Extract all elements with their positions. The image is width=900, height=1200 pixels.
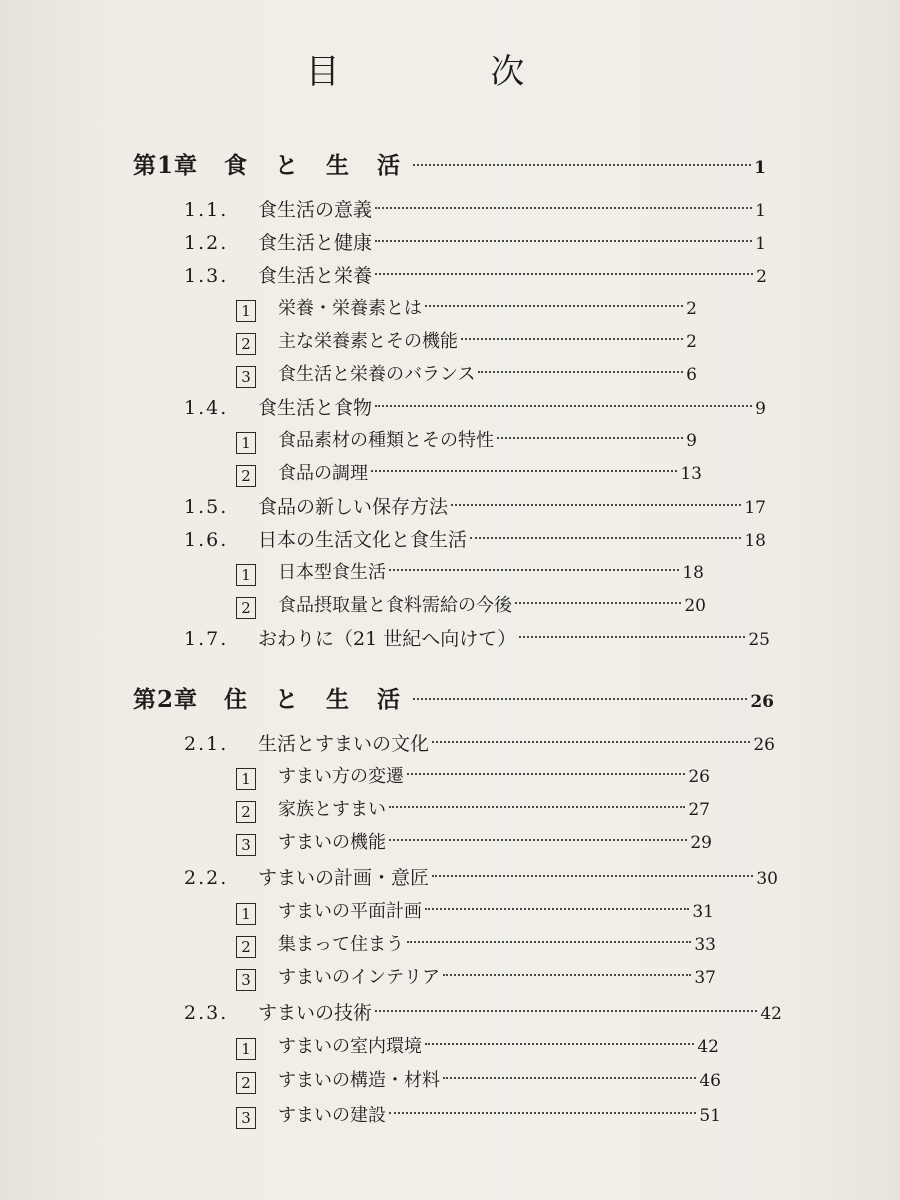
subsection-title: すまいの機能	[278, 832, 386, 853]
toc-subsection	[236, 359, 697, 391]
page-number: 37	[694, 968, 716, 988]
toc-subsection	[236, 794, 710, 826]
subsection-title: 食品摂取量と食料需給の今後	[278, 595, 512, 616]
boxed-number: 2	[236, 465, 256, 487]
toc-subsection	[236, 425, 697, 457]
toc-subsection	[236, 293, 697, 325]
section-title: 食生活の意義	[258, 199, 373, 221]
subsection-title: すまいの構造・材料	[278, 1070, 440, 1091]
subsection-title: すまいのインテリア	[278, 967, 440, 988]
dot-leader	[478, 371, 683, 373]
subsection-title: すまいの建設	[278, 1105, 386, 1126]
dot-leader	[451, 504, 741, 506]
section-number: 1.6.	[184, 529, 229, 551]
dot-leader	[375, 1010, 757, 1012]
page-number: 26	[753, 735, 775, 755]
toc-subsection	[236, 761, 710, 793]
page-number: 26	[688, 767, 710, 787]
dot-leader	[407, 773, 685, 775]
subsection-title: 日本型食生活	[278, 562, 386, 583]
page-number: 9	[686, 431, 697, 451]
toc-subsection	[236, 896, 714, 928]
section-title: 食品の新しい保存方法	[258, 496, 449, 518]
dot-leader	[407, 941, 691, 943]
dot-leader	[375, 273, 753, 275]
page-number: 1	[755, 234, 766, 254]
boxed-number: 2	[236, 333, 256, 355]
toc-section-1-2	[184, 227, 766, 259]
page-number: 20	[684, 596, 706, 616]
dot-leader	[425, 305, 683, 307]
page-number: 31	[692, 902, 714, 922]
chapter-number: 第2章	[133, 686, 199, 713]
page-number: 1	[755, 201, 766, 221]
section-title: すまいの計画・意匠	[258, 867, 430, 889]
toc-subsection	[236, 590, 706, 622]
page-number: 26	[750, 692, 774, 712]
section-number: 1.3.	[184, 265, 229, 287]
subsection-title: 集まって住まう	[278, 934, 404, 955]
toc-section-1-7	[184, 623, 770, 655]
page-number: 27	[688, 800, 710, 820]
chapter-title: 食 と 生 活	[224, 152, 411, 179]
dot-leader	[375, 240, 752, 242]
page-number: 2	[686, 299, 697, 319]
toc-section-2-1	[184, 728, 775, 760]
boxed-number: 1	[236, 300, 256, 322]
dot-leader	[389, 1112, 696, 1114]
section-title: 食生活と食物	[258, 397, 373, 419]
page-number: 42	[697, 1037, 719, 1057]
page-number: 17	[744, 498, 766, 518]
boxed-number: 2	[236, 1072, 256, 1094]
page-number: 46	[699, 1071, 721, 1091]
dot-leader	[432, 741, 750, 743]
subsection-title: すまいの室内環境	[278, 1036, 422, 1057]
page-number: 2	[756, 267, 767, 287]
subsection-title: 食品素材の種類とその特性	[278, 430, 494, 451]
section-number: 1.1.	[184, 199, 229, 221]
page-number: 13	[680, 464, 702, 484]
page-number: 2	[686, 332, 697, 352]
toc-subsection	[236, 827, 712, 859]
toc-section-1-3	[184, 260, 767, 292]
page-number: 29	[690, 833, 712, 853]
dot-leader	[413, 698, 747, 700]
chapter-number: 第1章	[133, 152, 199, 179]
dot-leader	[389, 806, 685, 808]
section-title: 生活とすまいの文化	[258, 733, 430, 755]
page-number: 18	[744, 531, 766, 551]
section-number: 2.3.	[184, 1002, 229, 1024]
section-number: 1.5.	[184, 496, 229, 518]
dot-leader	[461, 338, 683, 340]
dot-leader	[375, 405, 752, 407]
page-number: 42	[760, 1004, 782, 1024]
section-number: 1.4.	[184, 397, 229, 419]
page-number: 18	[682, 563, 704, 583]
dot-leader	[389, 569, 679, 571]
toc-section-1-4	[184, 392, 766, 424]
subsection-title: 食生活と栄養のバランス	[278, 364, 476, 385]
toc-section-1-6	[184, 524, 766, 556]
boxed-number: 2	[236, 936, 256, 958]
page-number: 1	[754, 158, 766, 178]
toc-subsection	[236, 458, 702, 490]
toc-subsection	[236, 1031, 719, 1063]
page-number: 6	[686, 365, 697, 385]
dot-leader	[432, 875, 753, 877]
toc-subsection	[236, 962, 716, 994]
boxed-number: 1	[236, 1038, 256, 1060]
boxed-number: 2	[236, 597, 256, 619]
toc-subsection	[236, 929, 716, 961]
page-number: 33	[694, 935, 716, 955]
boxed-number: 3	[236, 834, 256, 856]
dot-leader	[470, 537, 741, 539]
toc-subsection	[236, 1065, 721, 1097]
section-number: 2.1.	[184, 733, 229, 755]
boxed-number: 3	[236, 969, 256, 991]
boxed-number: 1	[236, 564, 256, 586]
dot-leader	[515, 602, 681, 604]
page-number: 9	[755, 399, 766, 419]
section-title: 食生活と健康	[258, 232, 373, 254]
dot-leader	[519, 636, 745, 638]
page-title: 目 次	[305, 52, 595, 92]
toc-subsection	[236, 1100, 721, 1132]
subsection-title: すまいの平面計画	[278, 901, 422, 922]
page-number: 30	[756, 869, 778, 889]
toc-subsection	[236, 557, 704, 589]
section-title: おわりに（21 世紀へ向けて）	[258, 628, 517, 650]
dot-leader	[425, 908, 689, 910]
dot-leader	[443, 1077, 696, 1079]
dot-leader	[375, 207, 752, 209]
section-title: すまいの技術	[258, 1002, 373, 1024]
subsection-title: 主な栄養素とその機能	[278, 331, 458, 352]
dot-leader	[497, 437, 683, 439]
boxed-number: 3	[236, 1107, 256, 1129]
chapter-title: 住 と 生 活	[224, 686, 411, 713]
page-number: 51	[699, 1106, 721, 1126]
section-number: 1.7.	[184, 628, 229, 650]
subsection-title: 家族とすまい	[278, 799, 386, 820]
boxed-number: 1	[236, 432, 256, 454]
toc-chapter-1	[133, 150, 766, 182]
section-title: 日本の生活文化と食生活	[258, 529, 468, 551]
subsection-title: 栄養・栄養素とは	[278, 298, 422, 319]
toc-section-1-5	[184, 491, 766, 523]
boxed-number: 3	[236, 366, 256, 388]
subsection-title: 食品の調理	[278, 463, 368, 484]
toc-section-1-1	[184, 194, 766, 226]
dot-leader	[371, 470, 677, 472]
page-number: 25	[748, 630, 770, 650]
toc-chapter-2	[133, 684, 774, 716]
section-number: 2.2.	[184, 867, 229, 889]
subsection-title: すまい方の変遷	[278, 766, 404, 787]
section-title: 食生活と栄養	[258, 265, 373, 287]
boxed-number: 1	[236, 768, 256, 790]
dot-leader	[389, 839, 687, 841]
toc-subsection	[236, 326, 697, 358]
dot-leader	[413, 164, 751, 166]
section-number: 1.2.	[184, 232, 229, 254]
toc-section-2-3	[184, 997, 782, 1029]
dot-leader	[443, 974, 691, 976]
toc-section-2-2	[184, 862, 778, 894]
boxed-number: 2	[236, 801, 256, 823]
dot-leader	[425, 1043, 694, 1045]
boxed-number: 1	[236, 903, 256, 925]
